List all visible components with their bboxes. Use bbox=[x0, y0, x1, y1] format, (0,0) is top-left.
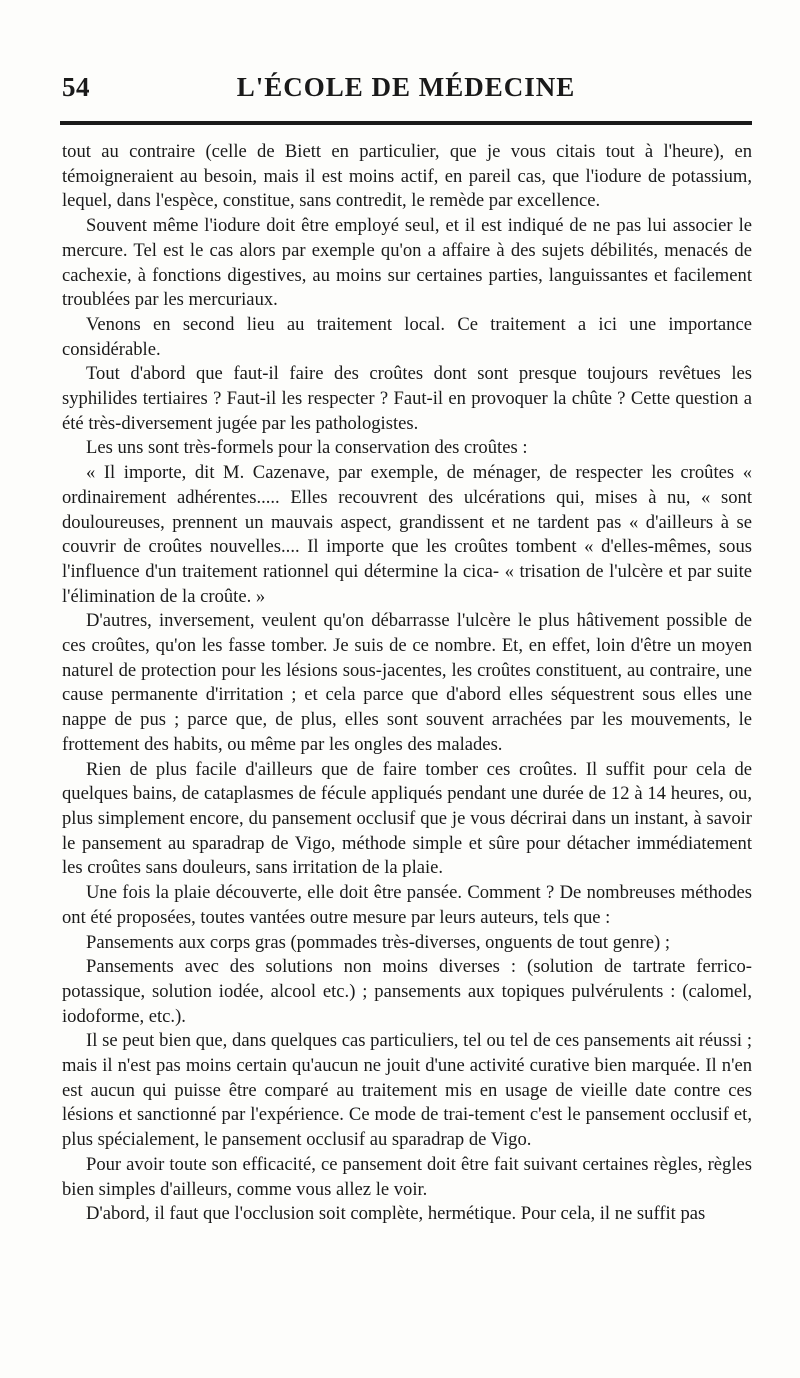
paragraph-corps-gras: Pansements aux corps gras (pommades très-diverses, onguents de tout genre) ; bbox=[86, 931, 671, 953]
paragraph-cazenave-quote: « Il importe, dit M. Cazenave, par exemple, de ménager, de respecter les croûtes « ordinairement adhérentes..... Elles recouvrent des ulcérations qui, mises à nu, « sont douloureuses, prennent un mauvais aspect, grandissent et ne tardent pas « d'ailleurs à se couvrir de croûtes nouvelles.... Il importe que les croûtes tombent « d'elles-mêmes, sous l'influence d'un traitement rationnel qui détermine la cica- « trisation de l'ulcère et par suite l'élimination de la croûte. » bbox=[62, 462, 752, 607]
paragraph-plaie-decouverte: Une fois la plaie découverte, elle doit être pansée. Comment ? De nombreuses méthodes ont été proposées, toutes vantées outre mesure par leurs auteurs, tels que : bbox=[62, 882, 752, 928]
paragraph-pansement-occlusif: Il se peut bien que, dans quelques cas particuliers, tel ou tel de ces pansements ait réussi ; mais il n'est pas moins certain qu'aucun ne jouit d'une activité curative bien marquée. Il n'en est aucun qui puisse être comparé au traitement mis en usage de vieille date contre ces lésions et sanctionné par l'expérience. Ce mode de trai-tement c'est le pansement occlusif et, plus spécialement, le pansement occlusif au sparadrap de Vigo. bbox=[62, 1030, 752, 1151]
page-header bbox=[62, 72, 750, 108]
running-title: L'ÉCOLE DE MÉDECINE bbox=[236, 72, 576, 102]
paragraph-occlusion: D'abord, il faut que l'occlusion soit complète, hermétique. Pour cela, il ne suffit pas bbox=[86, 1203, 706, 1225]
paragraph-solutions: Pansements avec des solutions non moins diverses : (solution de tartrate ferrico-potassique, solution iodée, alcool etc.) ; pansements aux topiques pulvérulents : (calomel, iodoforme, etc.). bbox=[62, 956, 752, 1027]
page-number: 54 bbox=[62, 72, 90, 102]
paragraph-autres: D'autres, inversement, veulent qu'on débarrasse l'ulcère le plus hâtivement possible de ces croûtes, qu'on les fasse tomber. Je suis de ce nombre. Et, en effet, loin d'être un moyen naturel de protection pour les lésions sous-jacentes, les croûtes constituent, au contraire, une cause permanente d'irritation ; et cela parce que d'abord elles séquestrent sous elles une nappe de pus ; parce que, de plus, elles sont souvent arrachées par les mouvements, le frottement des habits, ou même par les ongles des malades. bbox=[62, 610, 752, 755]
paragraph-faire-tomber: Rien de plus facile d'ailleurs que de faire tomber ces croûtes. Il suffit pour cela de quelques bains, de cataplasmes de fécule appliqués pendant une durée de 12 à 14 heures, ou, plus simplement encore, du pansement occlusif que je vous décrirai dans un instant, à savoir le pansement au sparadrap de Vigo, méthode simple et sûre pour détacher immédiatement les croûtes sans douleurs, sans irritation de la plaie. bbox=[62, 758, 752, 879]
paragraph-traitement-local: Venons en second lieu au traitement local. Ce traitement a ici une importance considérable. bbox=[62, 313, 752, 360]
paragraph-iodure: Souvent même l'iodure doit être employé seul, et il est indiqué de ne pas lui associer le mercure. Tel est le cas alors par exemple qu'on a affaire à des sujets débilités, menacés de cachexie, à fonctions digestives, au moins sur certaines parties, languissantes et facilement troublées par les mercuriaux. bbox=[62, 215, 752, 311]
header-rule bbox=[60, 121, 752, 125]
paragraph-efficacite: Pour avoir toute son efficacité, ce pansement doit être fait suivant certaines règles, règles bien simples d'ailleurs, comme vous allez le voir. bbox=[62, 1153, 752, 1200]
paragraph-conservation: Les uns sont très-formels pour la conservation des croûtes : bbox=[86, 437, 528, 459]
paragraph-croutes-question: Tout d'abord que faut-il faire des croûtes dont sont presque toujours revêtues les syphilides tertiaires ? Faut-il les respecter ? Faut-il en provoquer la chûte ? Cette question a été très-diversement jugée par les pathologistes. bbox=[62, 363, 752, 434]
body-text bbox=[62, 140, 752, 1227]
paragraph-continuation: tout au contraire (celle de Biett en particulier, que je vous citais tout à l'heure), en témoigneraient au besoin, mais il est moins actif, en pareil cas, que l'iodure de potassium, lequel, dans l'espèce, constitue, sans contredit, le remède par excellence. bbox=[62, 141, 752, 212]
